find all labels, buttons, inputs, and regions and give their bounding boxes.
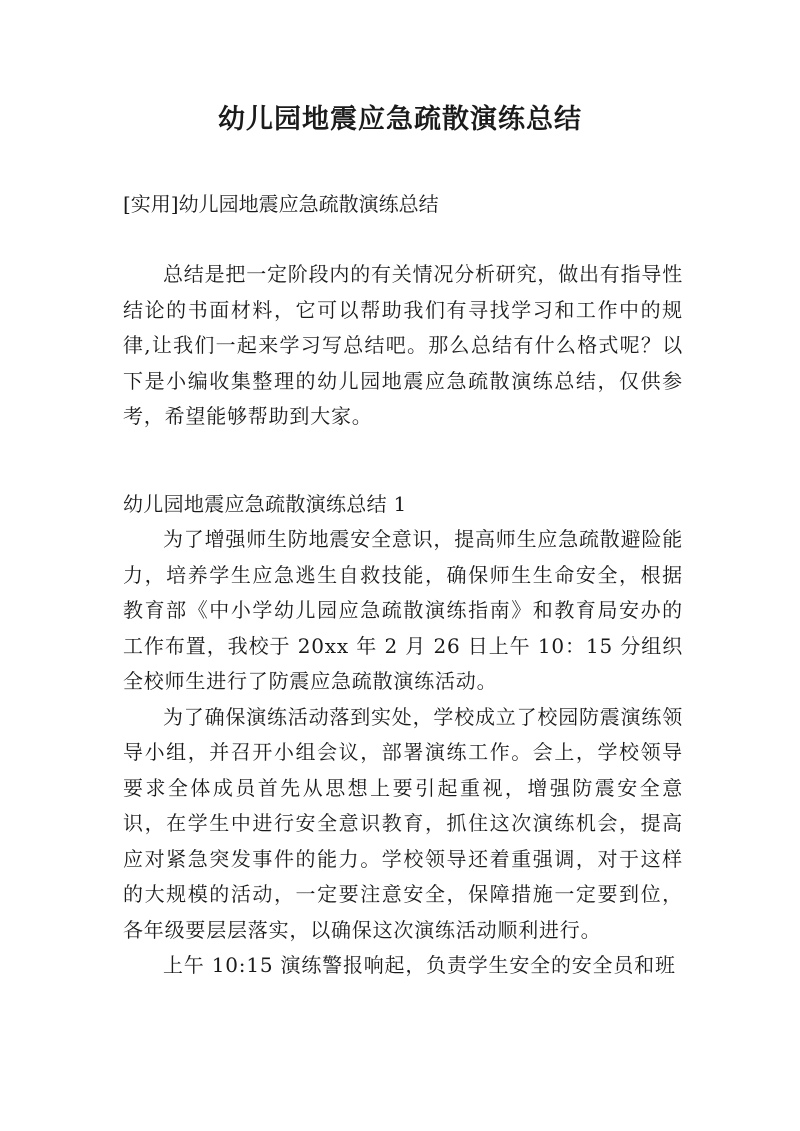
document-subtitle: [实用]幼儿园地震应急疏散演练总结	[123, 192, 439, 216]
section-1-paragraph-1: 为了增强师生防地震安全意识，提高师生应急疏散避险能力，培养学生应急逃生自救技能，确保师生生命安全，根据教育部《中小学幼儿园应急疏散演练指南》和教育局安办的工作布置，我校于 20xx 年 2 月 26 日上午 10：15 分组织全校师生进行了防震应急疏散演练活动。	[123, 527, 683, 693]
section-1-paragraph-2: 为了确保演练活动落到实处，学校成立了校园防震演练领导小组，并召开小组会议，部署演练工作。会上，学校领导要求全体成员首先从思想上要引起重视，增强防震安全意识，在学生中进行安全意识教育，抓住这次演练机会，提高应对紧急突发事件的能力。学校领导还着重强调，对于这样的大规模的活动，一定要注意安全，保障措施一定要到位，各年级要层层落实，以确保这次演练活动顺利进行。	[123, 704, 683, 942]
intro-section	[123, 257, 683, 435]
document-title: 幼儿园地震应急疏散演练总结	[218, 104, 582, 135]
section-1-heading: 幼儿园地震应急疏散演练总结 1	[123, 492, 407, 516]
intro-paragraph: 总结是把一定阶段内的有关情况分析研究，做出有指导性结论的书面材料，它可以帮助我们有寻找学习和工作中的规律,让我们一起来学习写总结吧。那么总结有什么格式呢？以下是小编收集整理的幼儿园地震应急疏散演练总结，仅供参考，希望能够帮助到大家。	[123, 262, 683, 428]
section-1	[123, 486, 683, 984]
section-1-paragraph-3: 上午 10:15 演练警报响起，负责学生安全的安全员和班	[163, 953, 676, 977]
